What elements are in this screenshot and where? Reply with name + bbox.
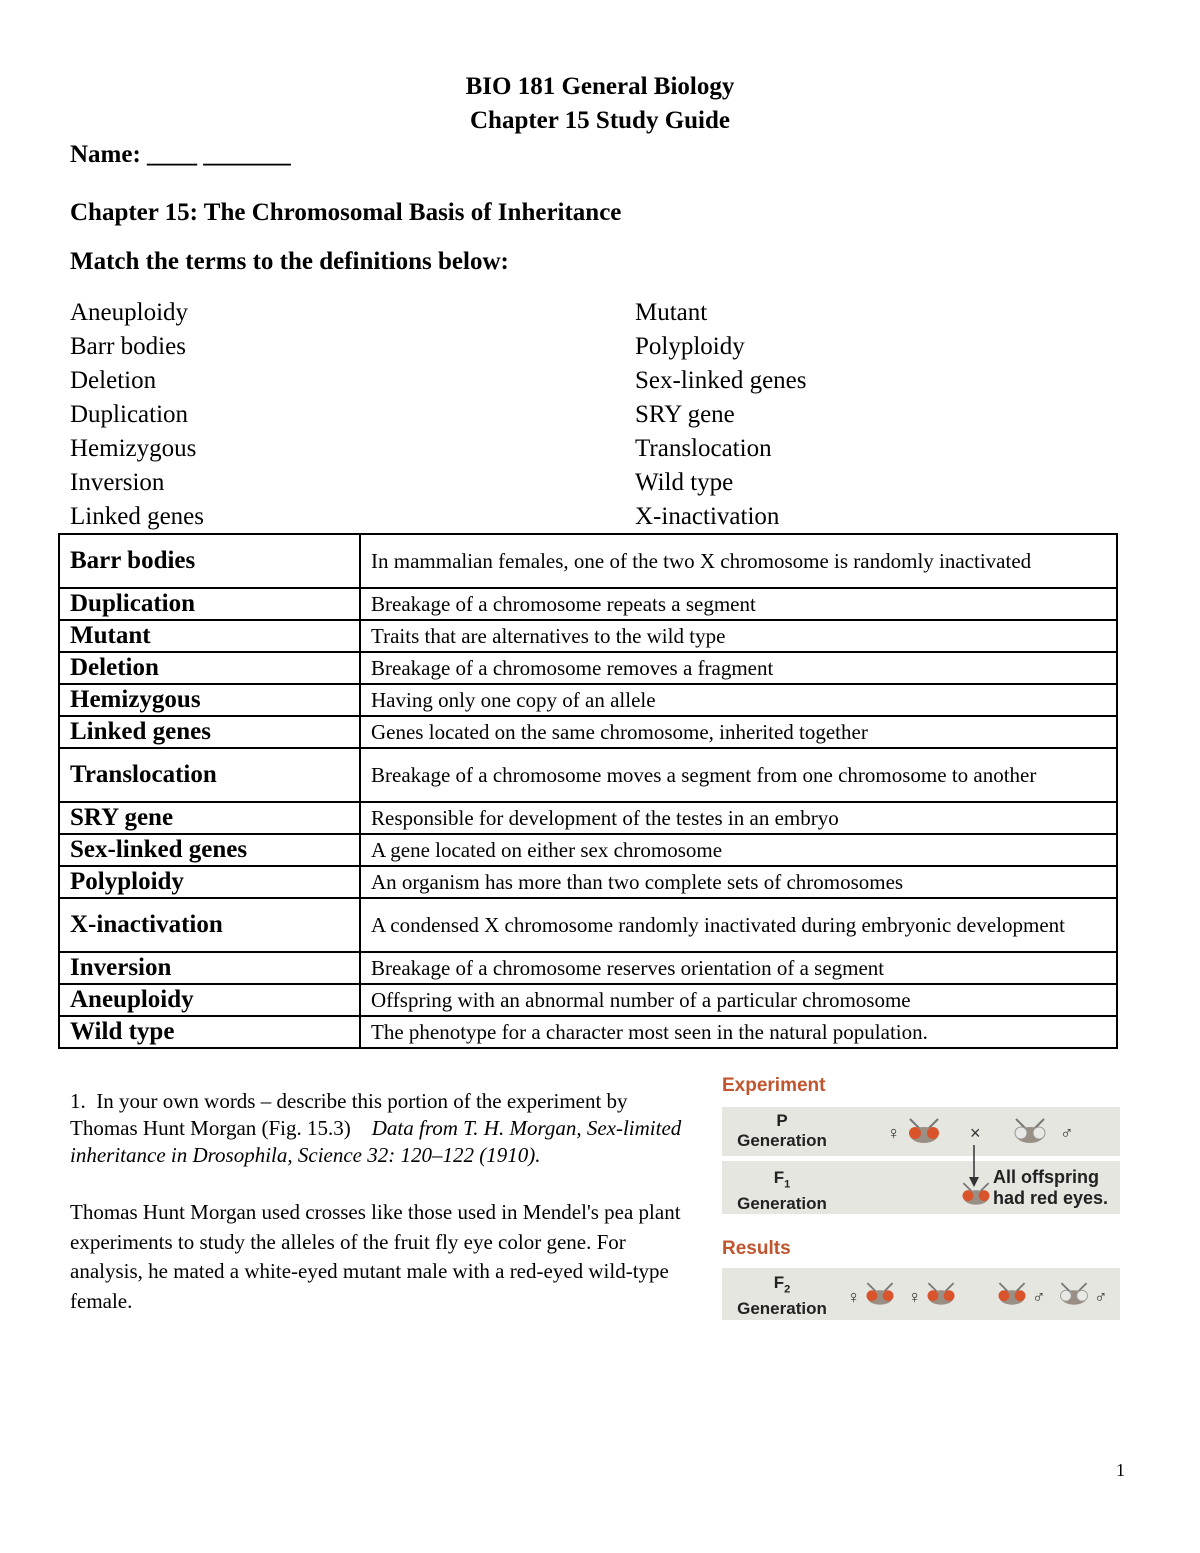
match-definition: A condensed X chromosome randomly inactivated during embryonic development [360,898,1117,952]
term-left: Duplication [70,401,189,428]
match-definition: Breakage of a chromosome removes a fragment [360,652,1117,684]
question-number: 1. [70,1089,86,1113]
experiment-label: Experiment [722,1075,826,1096]
matching-table [58,533,1118,1049]
match-term: Barr bodies [59,534,360,588]
term-left: Aneuploidy [70,299,189,326]
question-citation: Data from T. H. Morgan, Sex-limited inheritance in Drosophila, Science 32: 120–122 (1910). [70,1116,682,1167]
match-row [59,534,1117,588]
match-definition: Genes located on the same chromosome, inherited together [360,716,1117,748]
page-number: 1 [1116,1460,1125,1480]
term-right: Mutant [635,299,708,326]
morgan-experiment-figure [722,1075,1122,1325]
match-term: Wild type [59,1016,360,1048]
term-right: Translocation [635,435,772,462]
match-term: Hemizygous [59,684,360,716]
question-1 [70,1088,700,1316]
fly-red-eyed-female [904,1115,944,1145]
f1-offspring-note: All offspring had red eyes. [993,1167,1109,1208]
male-symbol: ♂ [1060,1123,1074,1143]
match-definition: Offspring with an abnormal number of a particular chromosome [360,984,1117,1016]
term-right: Wild type [635,469,734,496]
match-definition: An organism has more than two complete sets of chromosomes [360,866,1117,898]
match-definition: In mammalian females, one of the two X chromosome is randomly inactivated [360,534,1117,588]
term-left: Hemizygous [70,435,197,462]
term-left: Barr bodies [70,333,186,360]
match-row [59,834,1117,866]
results-label: Results [722,1238,791,1259]
term-right: SRY gene [635,401,735,428]
match-row [59,952,1117,984]
match-row [59,898,1117,952]
f2-male-symbol-1: ♂ [1032,1287,1046,1307]
fly-f2-female-1 [862,1279,898,1307]
term-left: Deletion [70,367,157,394]
fly-f2-female-2 [923,1279,959,1307]
name-field: Name: ____ _______ [70,141,291,168]
fly-f2-male-red [994,1279,1030,1307]
term-right: Polyploidy [635,333,745,360]
p-generation-label: P Generation [737,1111,827,1150]
term-right: Sex-linked genes [635,367,807,394]
match-term: Aneuploidy [59,984,360,1016]
f2-male-symbol-2: ♂ [1094,1287,1108,1307]
match-definition: A gene located on either sex chromosome [360,834,1117,866]
match-term: Duplication [59,588,360,620]
f2-generation-label: $F_2$ Generation [737,1273,827,1319]
term-row [70,296,1130,330]
term-row [70,398,1130,432]
match-row [59,716,1117,748]
match-term: SRY gene [59,802,360,834]
term-row [70,364,1130,398]
match-row [59,652,1117,684]
match-term: Mutant [59,620,360,652]
match-definition: Breakage of a chromosome reserves orientation of a segment [360,952,1117,984]
match-row [59,684,1117,716]
term-row [70,432,1130,466]
match-row [59,866,1117,898]
match-term: Deletion [59,652,360,684]
match-row [59,802,1117,834]
fly-f2-male-white [1056,1279,1092,1307]
answer-text: Thomas Hunt Morgan used crosses like those used in Mendel's pea plant experiments to study the alleles of the fruit fly eye color gene. For analysis, he mated a white-eyed mutant male with a red-eyed wild-type female. [70,1200,681,1313]
match-definition: The phenotype for a character most seen in the natural population. [360,1016,1117,1048]
match-term: Sex-linked genes [59,834,360,866]
term-left: Inversion [70,469,165,496]
term-row [70,330,1130,364]
term-row [70,500,1130,534]
fly-red-eyed-offspring [958,1179,994,1207]
f2-female-symbol-1: ♀ [847,1287,861,1307]
match-definition: Traits that are alternatives to the wild type [360,620,1117,652]
question-prompt: In your own words – describe this portion of the experiment by Thomas Hunt Morgan (Fig. 15.3) [70,1089,628,1140]
match-row [59,748,1117,802]
match-term: Linked genes [59,716,360,748]
term-list [70,296,1130,534]
f1-generation-label: $F_1$ Generation [737,1168,827,1214]
match-term: X-inactivation [59,898,360,952]
term-left: Linked genes [70,503,204,530]
match-definition: Breakage of a chromosome repeats a segment [360,588,1117,620]
match-term: Polyploidy [59,866,360,898]
term-right: X-inactivation [635,503,780,530]
match-row [59,588,1117,620]
instructions: Match the terms to the definitions below: [70,248,509,275]
cross-symbol: × [970,1123,981,1143]
match-definition: Breakage of a chromosome moves a segment from one chromosome to another [360,748,1117,802]
chapter-title: Chapter 15: The Chromosomal Basis of Inheritance [70,199,622,226]
match-term: Inversion [59,952,360,984]
match-row [59,1016,1117,1048]
match-row [59,620,1117,652]
female-symbol: ♀ [887,1123,901,1143]
course-title: BIO 181 General Biology [465,73,735,100]
match-row [59,984,1117,1016]
term-row [70,466,1130,500]
guide-title: Chapter 15 Study Guide [469,107,730,134]
f2-female-symbol-2: ♀ [908,1287,922,1307]
fly-white-eyed-male [1010,1115,1050,1145]
match-definition: Having only one copy of an allele [360,684,1117,716]
match-term: Translocation [59,748,360,802]
match-definition: Responsible for development of the testes in an embryo [360,802,1117,834]
